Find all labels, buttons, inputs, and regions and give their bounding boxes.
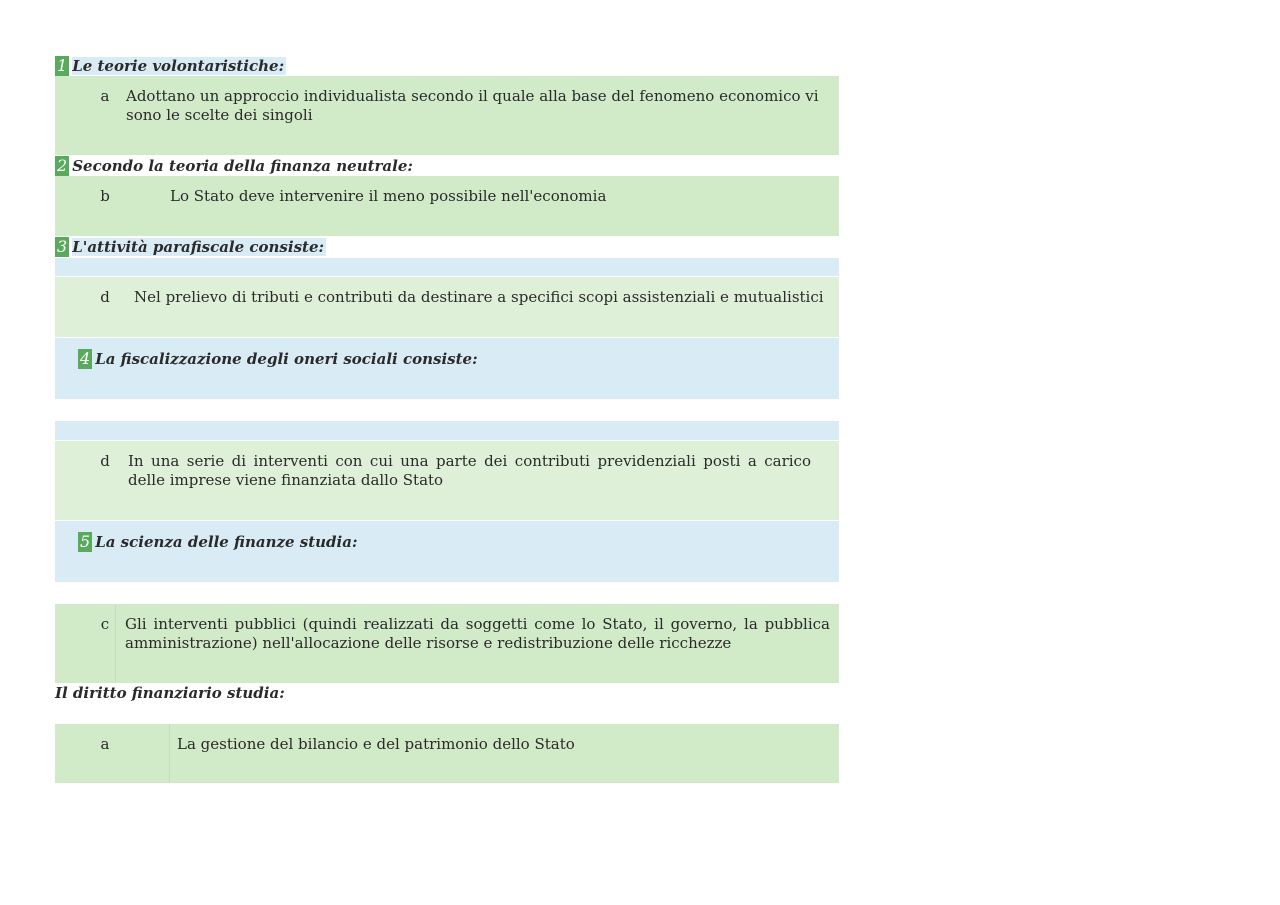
- answer-box-3: [55, 277, 839, 337]
- answer-text: Lo Stato deve intervenire il meno possibile nell'economia: [170, 187, 607, 205]
- question-number: 2: [57, 156, 68, 175]
- question-4: [78, 349, 478, 369]
- question-text: La scienza delle finanze studia:: [95, 533, 358, 551]
- spacer-row: [55, 421, 839, 440]
- question-text: La fiscalizzazione degli oneri sociali consiste:: [95, 350, 478, 368]
- column-divider: [169, 724, 170, 783]
- question-2: [55, 156, 413, 176]
- answer-text: Adottano un approccio individualista secondo il quale alla base del fenomeno economico vi sono le scelte dei singoli: [126, 87, 819, 124]
- answer-text: Gli interventi pubblici (quindi realizzati da soggetti come lo Stato, il governo, la pubblica amministrazione) nell'allocazione delle risorse e redistribuzione delle ricchezze: [125, 615, 830, 652]
- question-text: Le teorie volontaristiche:: [72, 57, 285, 75]
- answer-text: Nel prelievo di tributi e contributi da destinare a specifici scopi assistenziali e mutualistici: [134, 288, 824, 306]
- answer-letter: d: [100, 288, 110, 306]
- column-divider: [115, 604, 116, 683]
- question-6: [55, 683, 285, 703]
- answer-letter: c: [100, 615, 110, 633]
- question-number: 1: [57, 56, 68, 75]
- spacer-row: [55, 258, 839, 276]
- answer-text: In una serie di interventi con cui una parte dei contributi previdenziali posti a carico delle imprese viene finanziata dallo Stato: [128, 452, 811, 489]
- question-number: 3: [57, 237, 68, 256]
- question-text: Secondo la teoria della finanza neutrale:: [72, 157, 413, 175]
- question-number: 5: [80, 532, 91, 551]
- answer-letter: a: [100, 735, 110, 753]
- question-number: 4: [80, 349, 91, 368]
- question-text: Il diritto finanziario studia:: [55, 684, 285, 702]
- question-1: [55, 56, 286, 76]
- answer-letter: a: [100, 87, 110, 105]
- question-text: L'attività parafiscale consiste:: [72, 238, 325, 256]
- answer-letter: b: [100, 187, 110, 205]
- question-3: [55, 237, 326, 257]
- answer-letter: d: [100, 452, 110, 470]
- answer-text: La gestione del bilancio e del patrimonio dello Stato: [177, 735, 575, 753]
- answer-box-2: [55, 176, 839, 236]
- question-5: [78, 532, 358, 552]
